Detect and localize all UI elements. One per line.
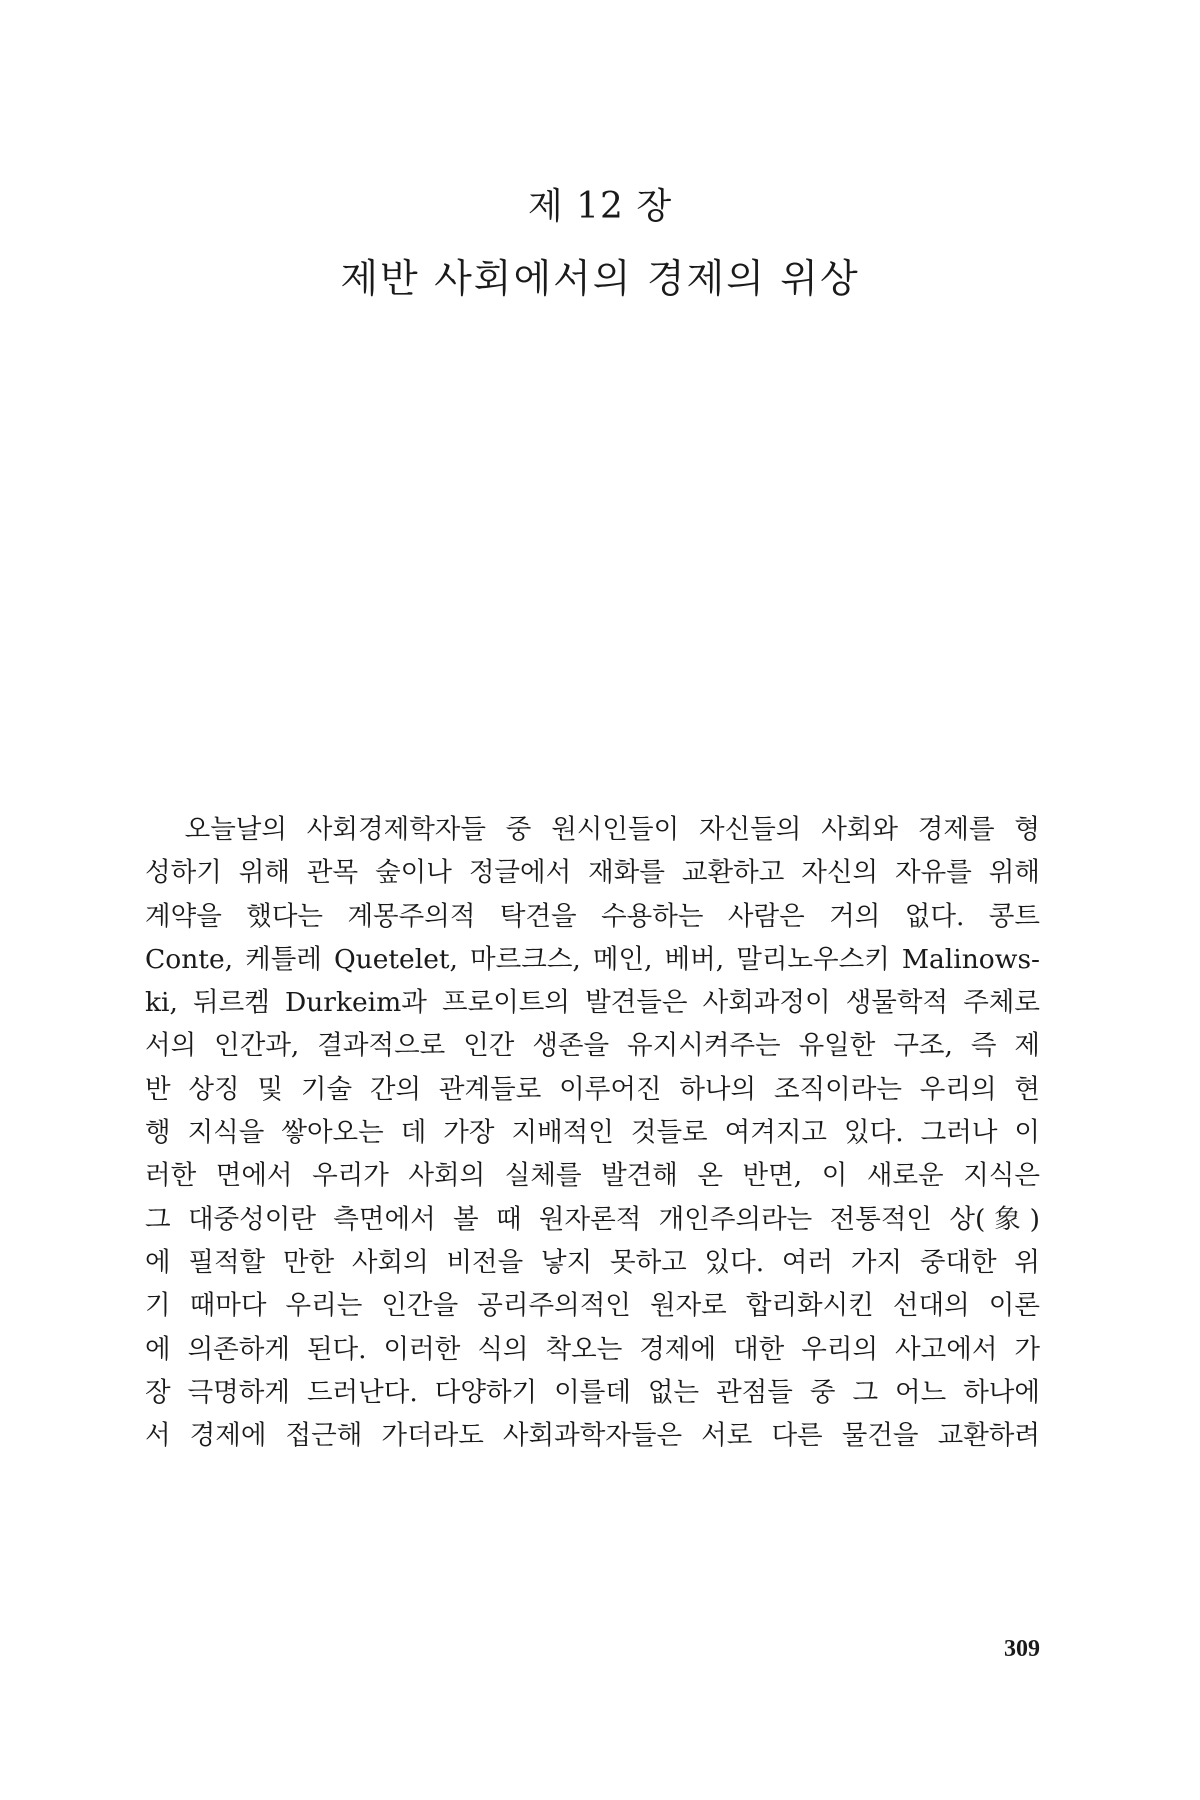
- body-paragraph: [145, 808, 1040, 1457]
- text-line: 계약을 했다는 계몽주의적 탁견을 수용하는 사람은 거의 없다. 콩트: [145, 900, 1040, 932]
- text-line: 성하기 위해 관목 숲이나 정글에서 재화를 교환하고 자신의 자유를 위해: [145, 857, 1040, 889]
- chapter-title: 제반 사회에서의 경제의 위상: [340, 257, 860, 302]
- text-line: 서 경제에 접근해 가더라도 사회과학자들은 서로 다른 물건을 교환하려: [145, 1420, 1040, 1452]
- text-line: 장 극명하게 드러난다. 다양하기 이를데 없는 관점들 중 그 어느 하나에: [145, 1376, 1040, 1408]
- text-line: 러한 면에서 우리가 사회의 실체를 발견해 온 반면, 이 새로운 지식은: [145, 1160, 1040, 1192]
- text-line: 반 상징 및 기술 간의 관계들로 이루어진 하나의 조직이라는 우리의 현: [145, 1073, 1040, 1105]
- text-line: Conte, 케틀레 Quetelet, 마르크스, 메인, 베버, 말리노우스키 Malinows-: [145, 943, 1040, 975]
- chapter-number: 제 12 장: [527, 186, 673, 227]
- text-line: 서의 인간과, 결과적으로 인간 생존을 유지시켜주는 유일한 구조, 즉 제: [145, 1030, 1040, 1062]
- text-line: ki, 뒤르켐 Durkeim과 프로이트의 발견들은 사회과정이 생물학적 주체로: [145, 987, 1040, 1019]
- text-line: 오늘날의 사회경제학자들 중 원시인들이 자신들의 사회와 경제를 형: [145, 814, 1040, 845]
- text-line: 행 지식을 쌓아오는 데 가장 지배적인 것들로 여겨지고 있다. 그러나 이: [145, 1117, 1040, 1149]
- text-line: 에 필적할 만한 사회의 비전을 낳지 못하고 있다. 여러 가지 중대한 위: [145, 1246, 1040, 1278]
- text-line: 기 때마다 우리는 인간을 공리주의적인 원자로 합리화시킨 선대의 이론: [145, 1290, 1040, 1322]
- page-number: 309: [1004, 1636, 1040, 1662]
- text-line: 에 의존하게 된다. 이러한 식의 착오는 경제에 대한 우리의 사고에서 가: [145, 1333, 1040, 1365]
- text-line: 그 대중성이란 측면에서 볼 때 원자론적 개인주의라는 전통적인 상(象): [145, 1203, 1040, 1235]
